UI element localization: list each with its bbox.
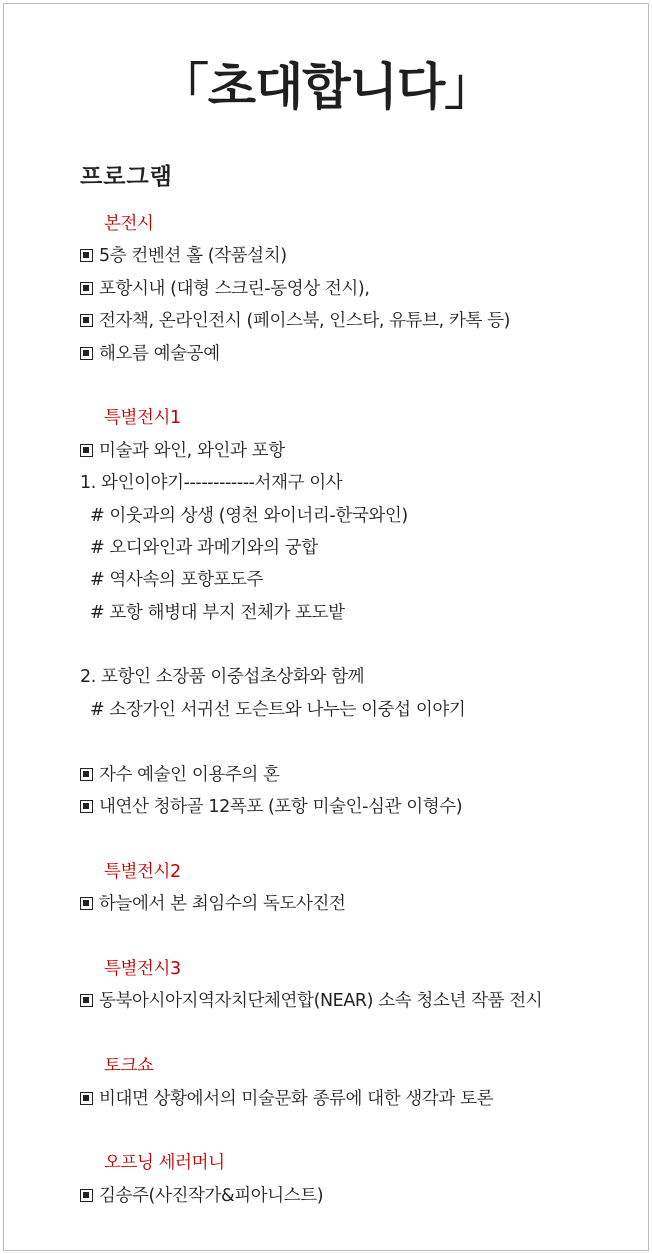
square-bullet-icon xyxy=(80,444,93,457)
square-bullet-icon xyxy=(80,1189,93,1202)
section-heading-special1: 특별전시1 xyxy=(104,408,181,429)
square-bullet-icon xyxy=(80,347,93,360)
square-bullet-icon xyxy=(80,1092,93,1105)
section-heading-special2: 특별전시2 xyxy=(104,861,181,882)
numbered-item: 2. 포항인 소장품 이중섭초상화와 함께 xyxy=(80,667,365,688)
section-heading-main: 본전시 xyxy=(104,214,154,234)
list-item: 포항시내 (대형 스크린-동영상 전시), xyxy=(80,273,635,305)
list-item: 5층 컨벤션 홀 (작품설치) xyxy=(80,240,635,272)
numbered-item: 1. 와인이야기------------서재구 이사 xyxy=(80,473,343,494)
list-item: 내연산 청하골 12폭포 (포항 미술인-심관 이형수) xyxy=(80,791,635,823)
square-bullet-icon xyxy=(80,800,93,813)
square-bullet-icon xyxy=(80,249,93,262)
list-item: 해오름 예술공예 xyxy=(80,338,635,370)
sub-item: # 역사속의 포항포도주 xyxy=(90,570,264,591)
sub-item: # 포항 해병대 부지 전체가 포도밭 xyxy=(90,602,345,623)
section-heading-talk: 토크쇼 xyxy=(104,1056,154,1077)
list-item: 김송주(사진작가&피아니스트) xyxy=(80,1180,635,1212)
sub-item: # 오디와인과 과메기와의 궁합 xyxy=(90,537,318,558)
square-bullet-icon xyxy=(80,282,93,295)
section-heading-opening: 오프닝 세러머니 xyxy=(104,1153,225,1174)
list-item: 하늘에서 본 최임수의 독도사진전 xyxy=(80,888,635,920)
program-content xyxy=(80,208,635,1212)
list-item: 비대면 상황에서의 미술문화 종류에 대한 생각과 토론 xyxy=(80,1083,635,1115)
sub-item: # 소장가인 서귀선 도슨트와 나누는 이중섭 이야기 xyxy=(90,699,466,720)
list-item: 동북아시아지역자치단체연합(NEAR) 소속 청소년 작품 전시 xyxy=(80,985,635,1017)
square-bullet-icon xyxy=(80,314,93,327)
list-item: 자수 예술인 이용주의 혼 xyxy=(80,759,635,791)
square-bullet-icon xyxy=(80,768,93,781)
section-heading-special3: 특별전시3 xyxy=(104,958,181,979)
square-bullet-icon xyxy=(80,897,93,910)
list-item: 미술과 와인, 와인과 포항 xyxy=(80,435,635,467)
page-title: 「초대합니다」 xyxy=(158,57,494,116)
sub-item: # 이웃과의 상생 (영천 와이너리-한국와인) xyxy=(90,505,408,526)
square-bullet-icon xyxy=(80,994,93,1007)
program-label: 프로그램 xyxy=(80,164,173,190)
list-item: 전자책, 온라인전시 (페이스북, 인스타, 유튜브, 카톡 등) xyxy=(80,305,635,337)
